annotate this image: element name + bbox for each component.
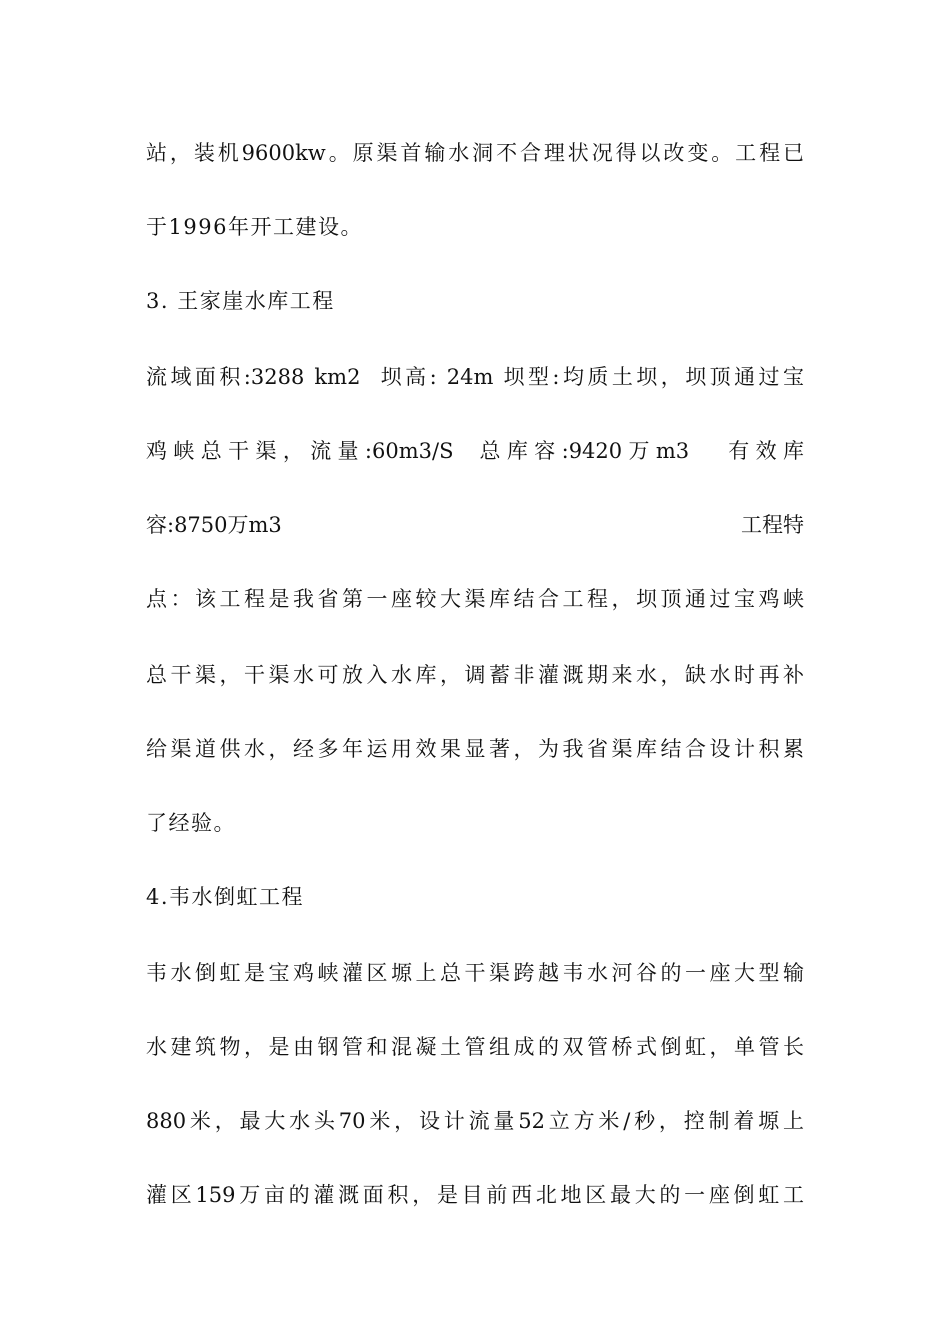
section-heading-4: 4.韦水倒虹工程 (146, 885, 305, 909)
text-line-13: 水建筑物，是由钢管和混凝土管组成的双管桥式倒虹，单管长 (146, 1035, 804, 1059)
text-line-2: 于1996年开工建设。 (146, 215, 363, 239)
feature-label-text: 工程特 (741, 513, 804, 537)
text-line-7: 点：该工程是我省第一座较大渠库结合工程，坝顶通过宝鸡峡 (146, 587, 804, 611)
capacity-text: 容:8750万m3 (146, 513, 282, 537)
text-line-1: 站，装机9600kw。原渠首输水洞不合理状况得以改变。工程已 (146, 141, 804, 165)
text-line-10: 了经验。 (146, 811, 236, 835)
text-line-5: 鸡峡总干渠，流量:60m3/S 总库容:9420万m3 有效库 (146, 439, 804, 463)
section-heading-3: 3. 王家崖水库工程 (146, 289, 335, 313)
text-line-8: 总干渠，干渠水可放入水库，调蓄非灌溉期来水，缺水时再补 (146, 663, 804, 687)
text-line-14: 880米，最大水头70米，设计流量52立方米/秒，控制着塬上 (146, 1109, 804, 1133)
text-line-9: 给渠道供水，经多年运用效果显著，为我省渠库结合设计积累 (146, 737, 804, 761)
text-line-15: 灌区159万亩的灌溉面积，是目前西北地区最大的一座倒虹工 (146, 1183, 804, 1207)
text-line-12: 韦水倒虹是宝鸡峡灌区塬上总干渠跨越韦水河谷的一座大型输 (146, 961, 804, 985)
text-line-4: 流域面积:3288 km2 坝高: 24m 坝型:均质土坝，坝顶通过宝 (146, 365, 804, 389)
text-line-6 (146, 508, 804, 542)
